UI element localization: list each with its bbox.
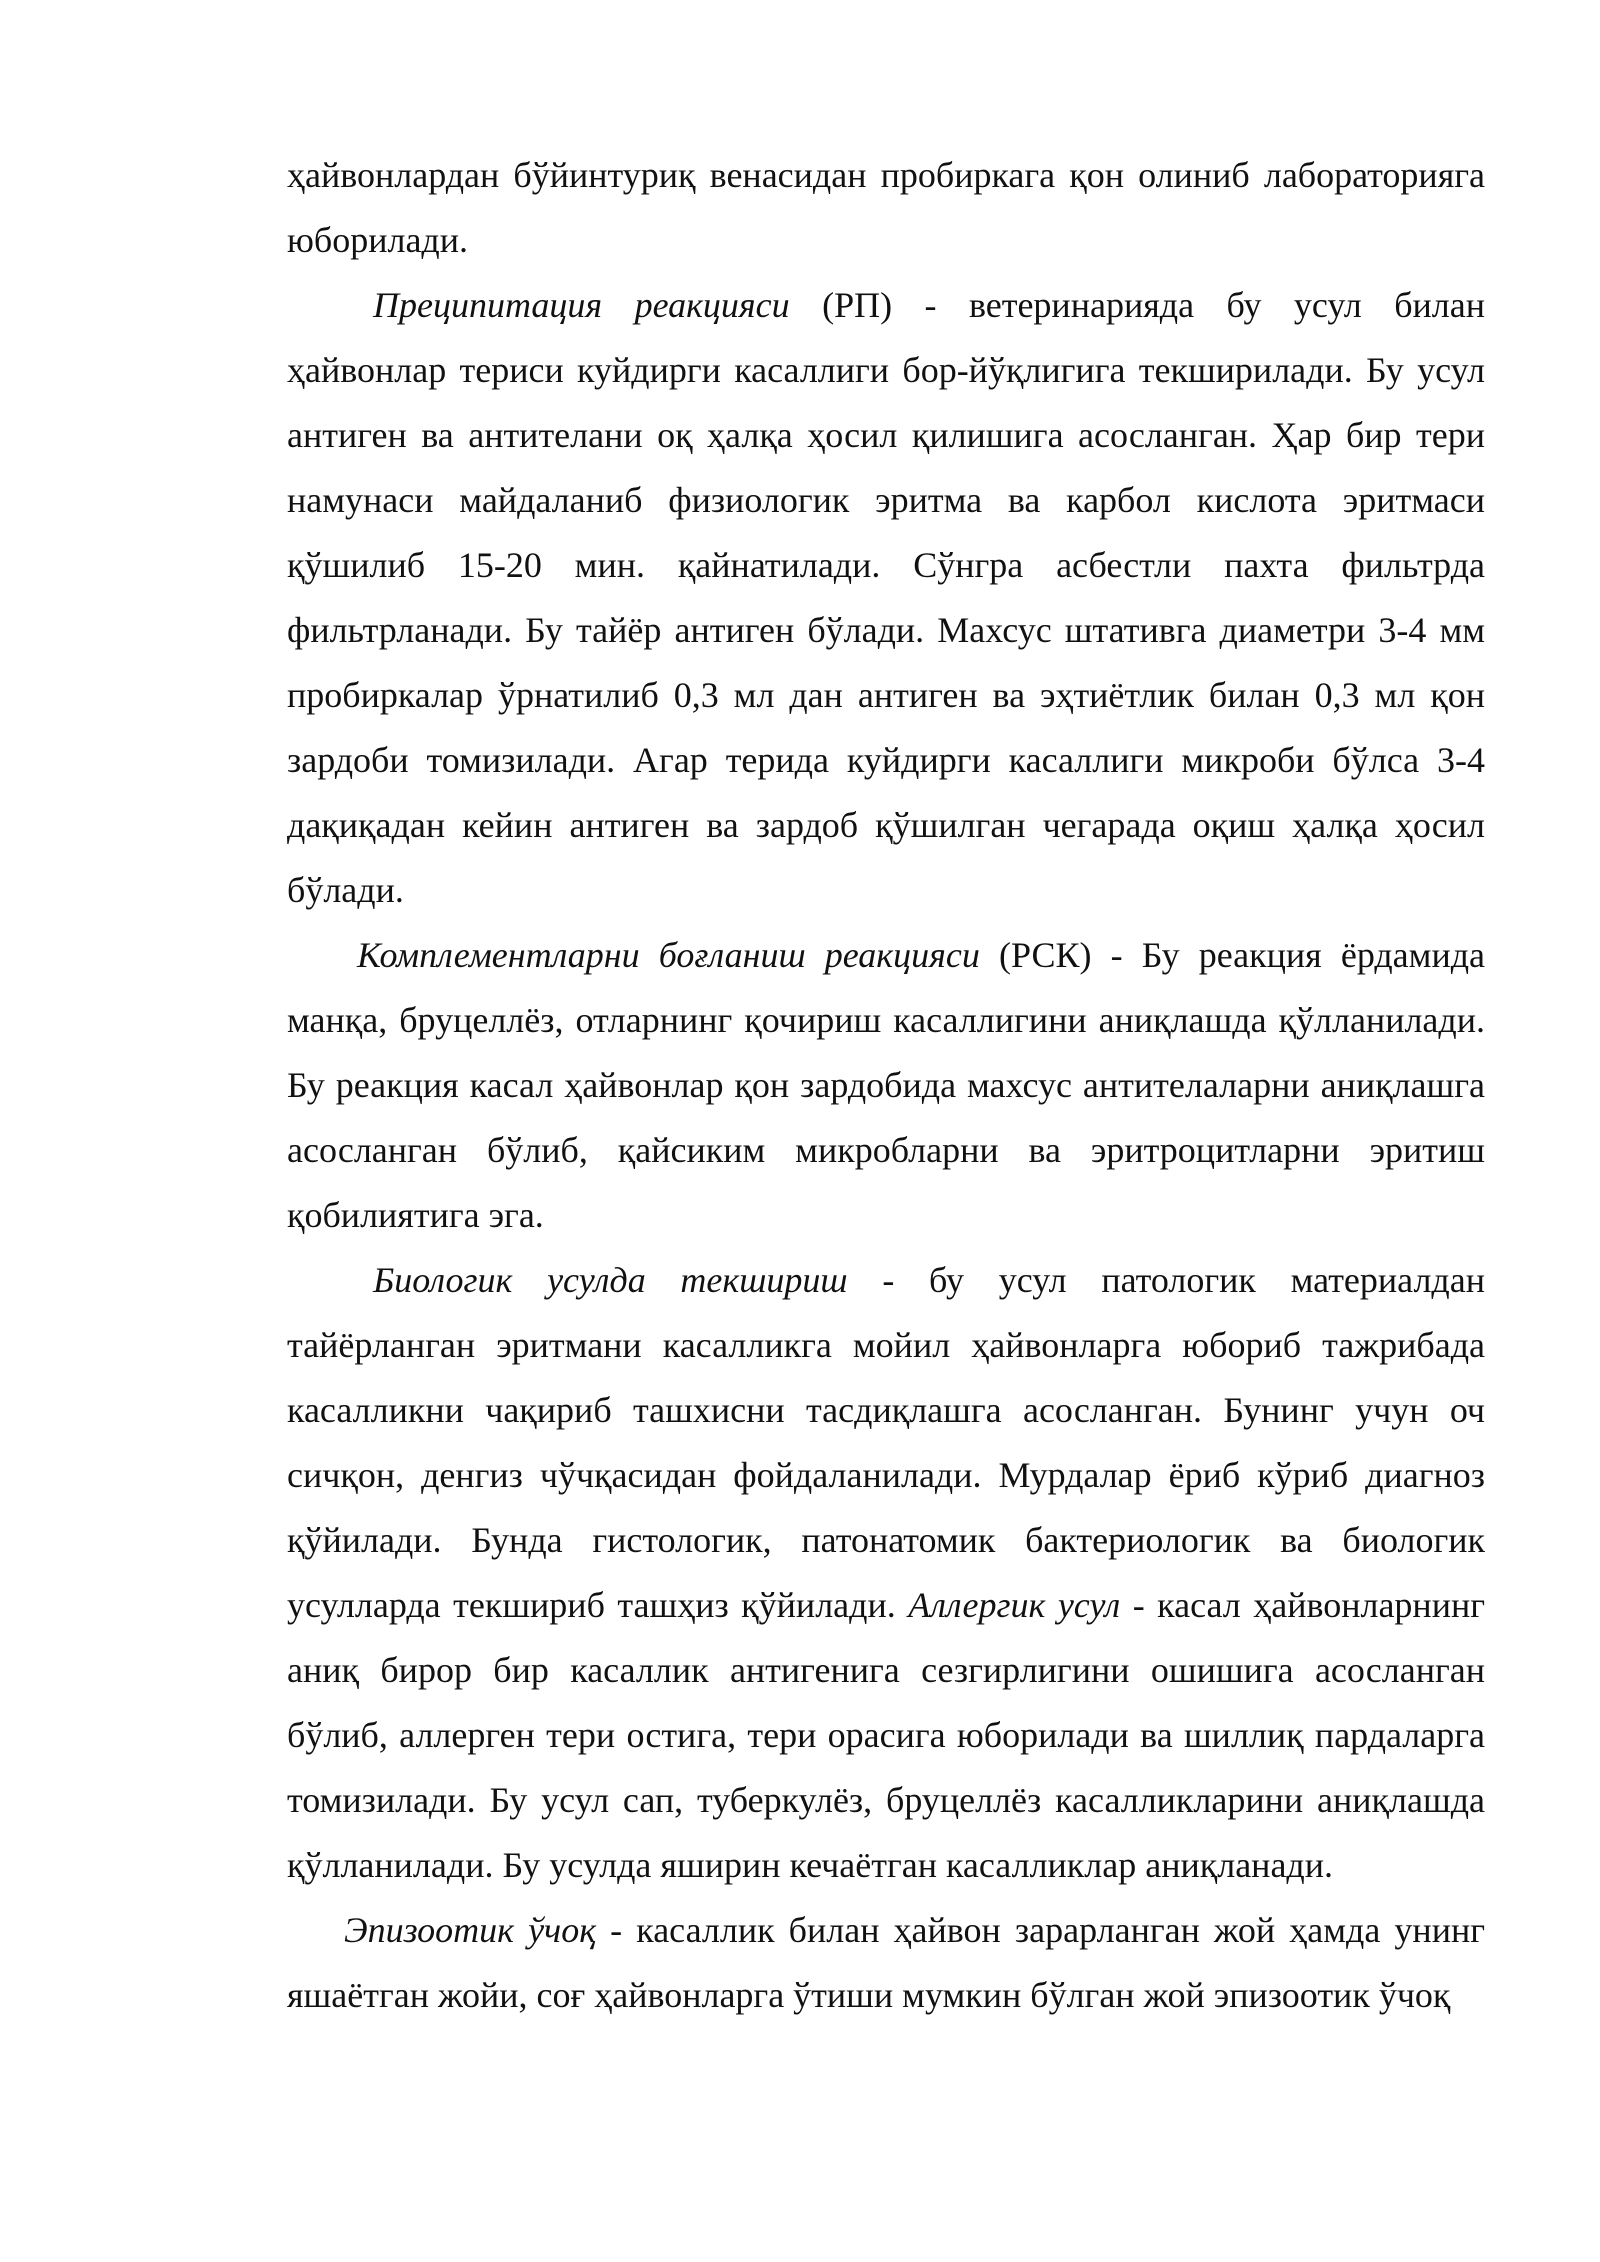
- term-heading: Комплементларни боғланиш реакцияси: [357, 935, 980, 975]
- document-body: [287, 143, 1485, 2028]
- paragraph-text: (РП) - ветеринарияда бу усул билан ҳайвонлар териси куйдирги касаллиги бор-йўқлигига текширилади. Бу усул антиген ва антителани оқ ҳалқа ҳосил қилишига асосланган. Ҳар бир тери намунаси майдаланиб физиологик эритма ва карбол кислота эритмаси қўшилиб 15-20 мин. қайнатилади. Сўнгра асбестли пахта фильтрда фильтрланади. Бу тайёр антиген бўлади. Махсус штативга диаметри 3-4 мм пробиркалар ўрнатилиб 0,3 мл дан антиген ва эҳтиётлик билан 0,3 мл қон зардоби томизилади. Агар терида куйдирги касаллиги микроби бўлса 3-4 дақиқадан кейин антиген ва зардоб қўшилган чегарада оқиш ҳалқа ҳосил бўлади.: [287, 285, 1485, 910]
- paragraph-text: - касаллик билан ҳайвон зарарланган жой ҳамда унинг яшаётган жойи, соғ ҳайвонларга ўтиши мумкин бўлган жой эпизоотик ўчоқ: [287, 1910, 1485, 2015]
- term-heading: Преципитация реакцияси: [373, 285, 790, 325]
- paragraph-blood-sampling: [287, 143, 1485, 273]
- term-heading: Эпизоотик ўчоқ: [344, 1910, 597, 1950]
- paragraph-text: - бу усул патологик материалдан тайёрланган эритмани касалликга мойил ҳайвонларга юбориб тажрибада касалликни чақириб ташхисни тасдиқлашга асосланган. Бунинг учун оч сичқон, денгиз чўчқасидан фойдаланилади. Мурдалар ёриб кўриб диагноз қўйилади. Бунда гистологик, патонатомик бактериологик ва биологик усулларда текшириб ташҳиз қўйилади.: [287, 1260, 1485, 1625]
- paragraph-biological-method: [287, 1248, 1485, 1898]
- term-heading: Биологик усулда текшириш: [373, 1260, 848, 1300]
- paragraph-text-allergic: - касал ҳайвонларнинг аниқ бирор бир касаллик антигенига сезгирлигини ошишига асосланган бўлиб, аллерген тери остига, тери орасига юборилади ва шиллиқ пардаларга томизилади. Бу усул сап, туберкулёз, бруцеллёз касалликларини аниқлашда қўлланилади. Бу усулда яширин кечаётган касалликлар аниқланади.: [287, 1585, 1485, 1885]
- paragraph-complement-fixation: [287, 923, 1485, 1248]
- paragraph-epizootic-focus: [287, 1898, 1485, 2028]
- paragraph-text: (РСК) - Бу реакция ёрдамида манқа, бруцеллёз, отларнинг қочириш касаллигини аниқлашда қўлланилади. Бу реакция касал ҳайвонлар қон зардобида махсус антителаларни аниқлашга асосланган бўлиб, қайсиким микробларни ва эритроцитларни эритиш қобилиятига эга.: [287, 935, 1486, 1235]
- term-heading-allergic: Аллергик усул: [908, 1585, 1121, 1625]
- paragraph-text: ҳайвонлардан бўйинтуриқ венасидан пробиркага қон олиниб лабораторияга юборилади.: [287, 155, 1485, 260]
- paragraph-precipitation-reaction: [287, 273, 1485, 923]
